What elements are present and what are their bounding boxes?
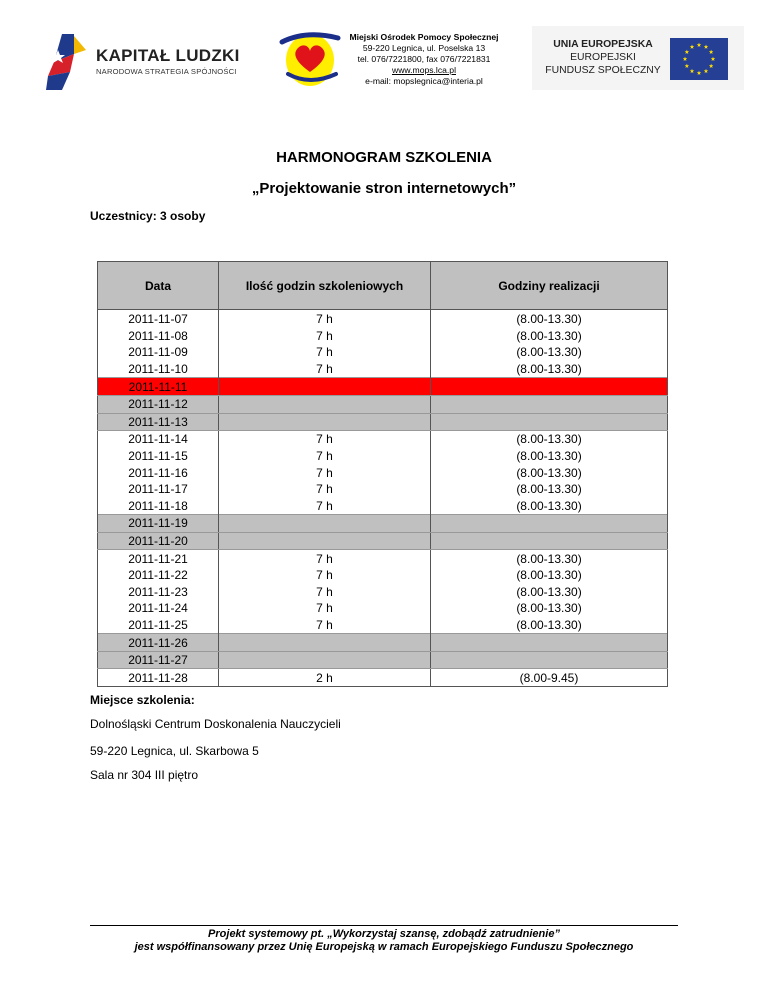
cell-date: 2011-11-27	[98, 651, 219, 669]
cell-hours: 7 h	[219, 498, 431, 515]
cell-hours: 7 h	[219, 600, 431, 617]
footer-divider	[90, 925, 678, 926]
table-row	[98, 651, 668, 669]
cell-time: (8.00-13.30)	[431, 600, 668, 617]
cell-hours	[219, 634, 431, 652]
cell-date: 2011-11-14	[98, 431, 219, 448]
cell-time	[431, 395, 668, 413]
mops-website-link[interactable]: www.mops.lca.pl	[392, 65, 456, 75]
cell-date: 2011-11-09	[98, 344, 219, 361]
cell-time: (8.00-13.30)	[431, 328, 668, 345]
mops-heart-hands-icon	[276, 30, 348, 90]
cell-date: 2011-11-25	[98, 617, 219, 634]
table-row	[98, 464, 668, 481]
footer-line-1: Projekt systemowy pt. „Wykorzystaj szansę, zdobądź zatrudnienie”	[208, 928, 560, 940]
page-title: HARMONOGRAM SZKOLENIA	[276, 149, 492, 166]
cell-date: 2011-11-18	[98, 498, 219, 515]
table-row	[98, 431, 668, 448]
eu-text	[544, 38, 662, 77]
eu-star	[709, 64, 714, 68]
table-row	[98, 617, 668, 634]
table-row	[98, 344, 668, 361]
eu-star	[704, 69, 709, 73]
cell-time: (8.00-13.30)	[431, 550, 668, 567]
cell-date: 2011-11-11	[98, 378, 219, 396]
table-row	[98, 378, 668, 396]
cell-date: 2011-11-20	[98, 532, 219, 550]
eu-logo	[532, 26, 744, 90]
table-row	[98, 481, 668, 498]
cell-hours: 7 h	[219, 328, 431, 345]
mops-email: e-mail: mopslegnica@interia.pl	[365, 76, 483, 86]
cell-hours: 2 h	[219, 669, 431, 687]
cell-time: (8.00-13.30)	[431, 464, 668, 481]
table-row	[98, 600, 668, 617]
eu-line-1: UNIA EUROPEJSKA	[553, 39, 653, 50]
cell-time	[431, 634, 668, 652]
place-address: 59-220 Legnica, ul. Skarbowa 5	[90, 744, 259, 758]
cell-date: 2011-11-22	[98, 567, 219, 584]
cell-time: (8.00-13.30)	[431, 567, 668, 584]
cell-date: 2011-11-16	[98, 464, 219, 481]
table-row	[98, 634, 668, 652]
cell-hours: 7 h	[219, 584, 431, 601]
cell-date: 2011-11-21	[98, 550, 219, 567]
cell-time: (8.00-13.30)	[431, 310, 668, 328]
header-hours: Ilość godzin szkoleniowych	[219, 262, 431, 310]
cell-hours: 7 h	[219, 464, 431, 481]
table-row	[98, 448, 668, 465]
cell-date: 2011-11-17	[98, 481, 219, 498]
cell-hours	[219, 413, 431, 431]
place-room: Sala nr 304 III piętro	[90, 768, 199, 782]
cell-hours: 7 h	[219, 617, 431, 634]
eu-star	[685, 64, 690, 68]
place-institution: Dolnośląski Centrum Doskonalenia Nauczycieli	[90, 717, 341, 731]
header-date: Data	[98, 262, 219, 310]
table-row	[98, 413, 668, 431]
footer-line-2: jest współfinansowany przez Unię Europejską w ramach Europejskiego Funduszu Społecznego	[134, 941, 634, 953]
cell-hours: 7 h	[219, 310, 431, 328]
cell-time: (8.00-9.45)	[431, 669, 668, 687]
cell-time	[431, 413, 668, 431]
eu-star	[697, 43, 702, 47]
eu-star	[685, 50, 690, 54]
cell-time: (8.00-13.30)	[431, 617, 668, 634]
eu-star	[697, 71, 702, 75]
cell-date: 2011-11-12	[98, 395, 219, 413]
cell-hours: 7 h	[219, 431, 431, 448]
table-row	[98, 550, 668, 567]
cell-hours	[219, 515, 431, 533]
cell-time: (8.00-13.30)	[431, 361, 668, 378]
table-row	[98, 395, 668, 413]
cell-hours: 7 h	[219, 344, 431, 361]
eu-star	[683, 57, 688, 61]
cell-hours: 7 h	[219, 567, 431, 584]
eu-line-3: FUNDUSZ SPOŁECZNY	[545, 65, 661, 76]
mops-phone: tel. 076/7221800, fax 076/7221831	[357, 54, 491, 64]
mops-address: 59-220 Legnica, ul. Poselska 13	[362, 43, 486, 53]
cell-time: (8.00-13.30)	[431, 584, 668, 601]
table-row	[98, 515, 668, 533]
cell-time	[431, 378, 668, 396]
cell-date: 2011-11-19	[98, 515, 219, 533]
cell-hours: 7 h	[219, 361, 431, 378]
table-row	[98, 669, 668, 687]
table-row	[98, 532, 668, 550]
cell-time	[431, 532, 668, 550]
eu-star	[704, 44, 709, 48]
cell-hours	[219, 395, 431, 413]
kapital-ludzki-star-icon	[44, 32, 92, 92]
cell-date: 2011-11-15	[98, 448, 219, 465]
schedule-table	[97, 261, 668, 687]
cell-hours	[219, 378, 431, 396]
cell-date: 2011-11-28	[98, 669, 219, 687]
eu-star	[690, 69, 695, 73]
eu-star	[711, 57, 716, 61]
cell-date: 2011-11-07	[98, 310, 219, 328]
eu-star	[709, 50, 714, 54]
place-label: Miejsce szkolenia:	[90, 693, 195, 707]
table-header-row	[98, 262, 668, 310]
cell-hours: 7 h	[219, 481, 431, 498]
mops-contact	[344, 32, 504, 87]
participants-count: Uczestnicy: 3 osoby	[90, 209, 206, 223]
cell-date: 2011-11-26	[98, 634, 219, 652]
mops-name: Miejski Ośrodek Pomocy Społecznej	[349, 32, 499, 42]
cell-time: (8.00-13.30)	[431, 448, 668, 465]
cell-time	[431, 515, 668, 533]
cell-date: 2011-11-10	[98, 361, 219, 378]
table-row	[98, 584, 668, 601]
cell-time: (8.00-13.30)	[431, 498, 668, 515]
kapital-ludzki-subtitle: NARODOWA STRATEGIA SPÓJNOŚCI	[96, 67, 237, 76]
cell-time: (8.00-13.30)	[431, 481, 668, 498]
cell-hours: 7 h	[219, 448, 431, 465]
cell-date: 2011-11-23	[98, 584, 219, 601]
cell-hours	[219, 532, 431, 550]
cell-time: (8.00-13.30)	[431, 431, 668, 448]
eu-flag-icon	[670, 38, 728, 80]
table-row	[98, 498, 668, 515]
cell-time	[431, 651, 668, 669]
cell-date: 2011-11-13	[98, 413, 219, 431]
eu-line-2: EUROPEJSKI	[570, 52, 636, 63]
cell-time: (8.00-13.30)	[431, 344, 668, 361]
mops-logo-block	[276, 30, 506, 92]
course-title: „Projektowanie stron internetowych”	[251, 180, 517, 197]
table-row	[98, 310, 668, 328]
table-row	[98, 567, 668, 584]
eu-star	[690, 44, 695, 48]
table-row	[98, 361, 668, 378]
cell-date: 2011-11-24	[98, 600, 219, 617]
table-row	[98, 328, 668, 345]
cell-date: 2011-11-08	[98, 328, 219, 345]
kapital-ludzki-logo	[44, 32, 244, 92]
kapital-ludzki-title: KAPITAŁ LUDZKI	[96, 46, 240, 65]
header-time: Godziny realizacji	[431, 262, 668, 310]
cell-hours: 7 h	[219, 550, 431, 567]
cell-hours	[219, 651, 431, 669]
